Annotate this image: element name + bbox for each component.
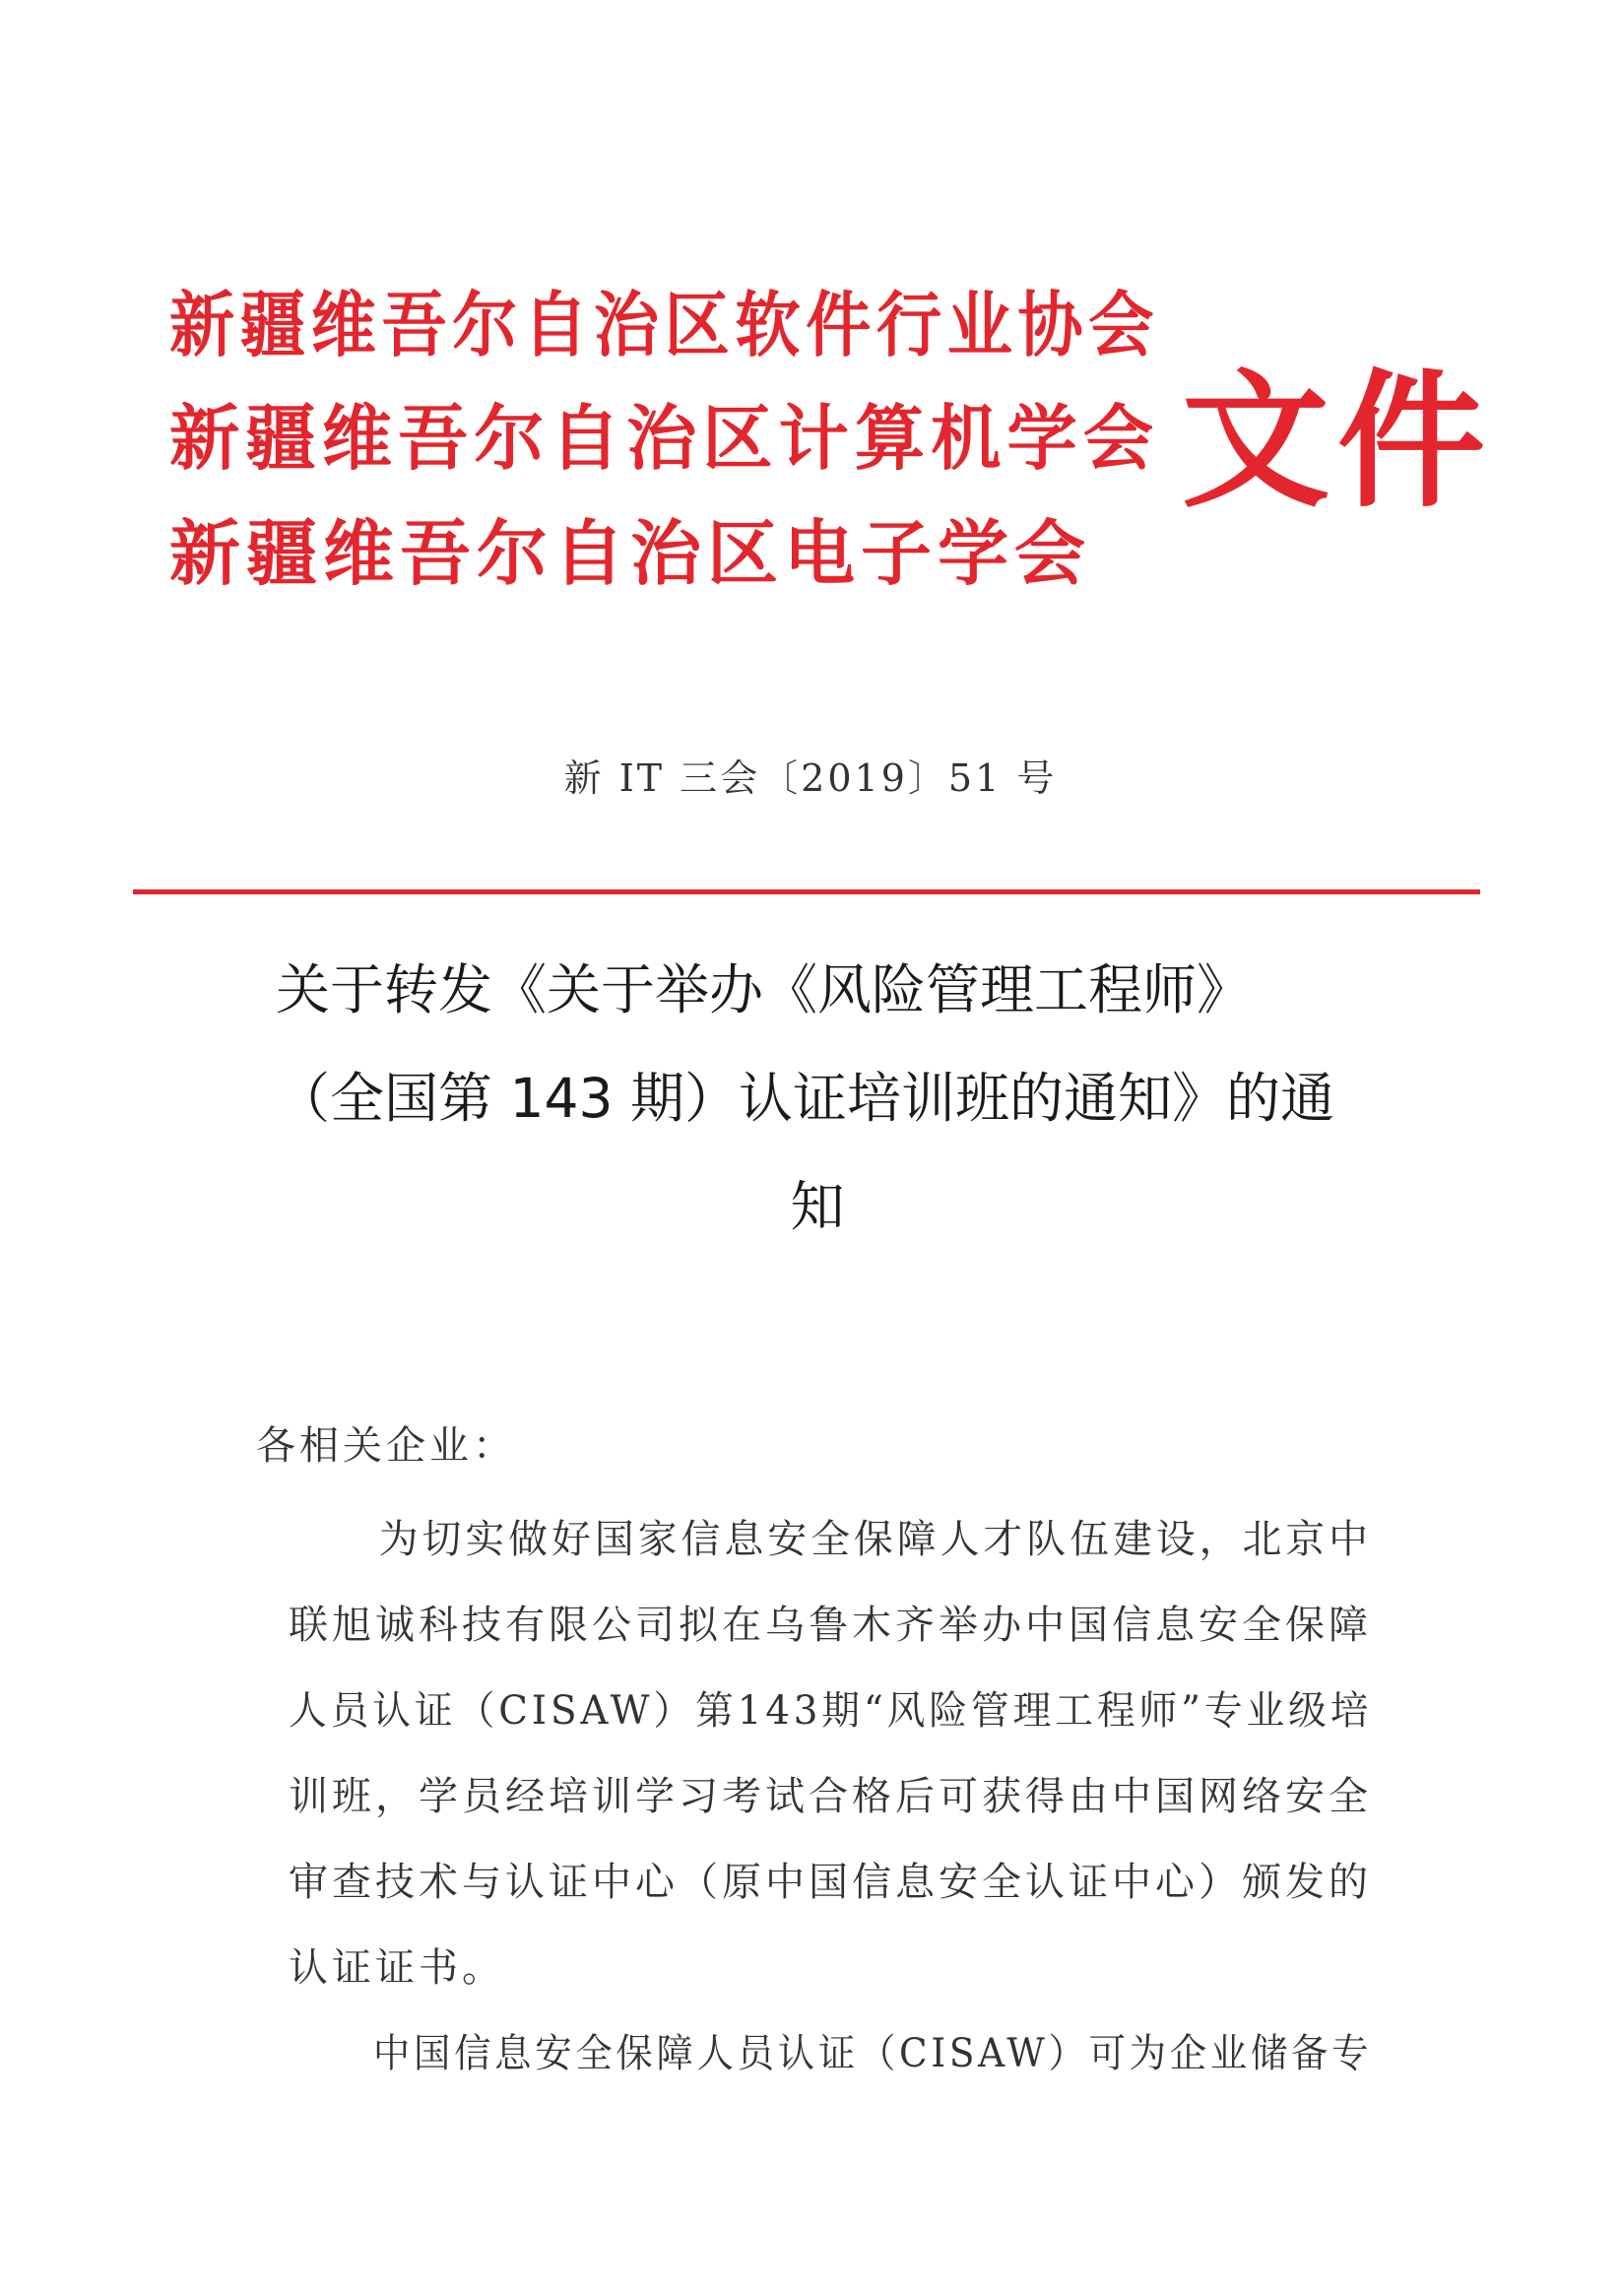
body-text bbox=[289, 1497, 1372, 2097]
issuer-name-computer-society: 新疆维吾尔自治区计算机学会 bbox=[169, 396, 1160, 480]
document-title bbox=[276, 936, 1389, 1261]
title-line: 知 bbox=[790, 1175, 845, 1238]
body-line: 中国信息安全保障人员认证（CISAW）可为企业储备专 bbox=[372, 2031, 1373, 2076]
document-type-label: 文件 bbox=[1182, 355, 1494, 528]
body-line: 为切实做好国家信息安全保障人才队伍建设，北京中 bbox=[378, 1517, 1373, 1562]
body-line: 人员认证（CISAW）第143期“风险管理工程师”专业级培 bbox=[289, 1688, 1373, 1734]
addressee: 各相关企业： bbox=[256, 1423, 516, 1469]
header-divider bbox=[133, 889, 1480, 894]
body-line: 认证证书。 bbox=[289, 1945, 505, 1991]
document-number: 新 IT 三会〔2019〕51 号 bbox=[563, 756, 1058, 800]
issuer-name-electronics-society: 新疆维吾尔自治区电子学会 bbox=[169, 511, 1092, 595]
body-line: 联旭诚科技有限公司拟在乌鲁木齐举办中国信息安全保障 bbox=[289, 1603, 1372, 1648]
body-line: 审查技术与认证中心（原中国信息安全认证中心）颁发的 bbox=[289, 1860, 1372, 1905]
title-line: 关于转发《关于举办《风险管理工程师》 bbox=[276, 958, 1252, 1021]
issuer-name-software-association: 新疆维吾尔自治区软件行业协会 bbox=[169, 283, 1160, 366]
body-line: 训班，学员经培训学习考试合格后可获得由中国网络安全 bbox=[289, 1774, 1372, 1819]
title-line: （全国第 143 期）认证培训班的通知》的通 bbox=[276, 1067, 1334, 1130]
